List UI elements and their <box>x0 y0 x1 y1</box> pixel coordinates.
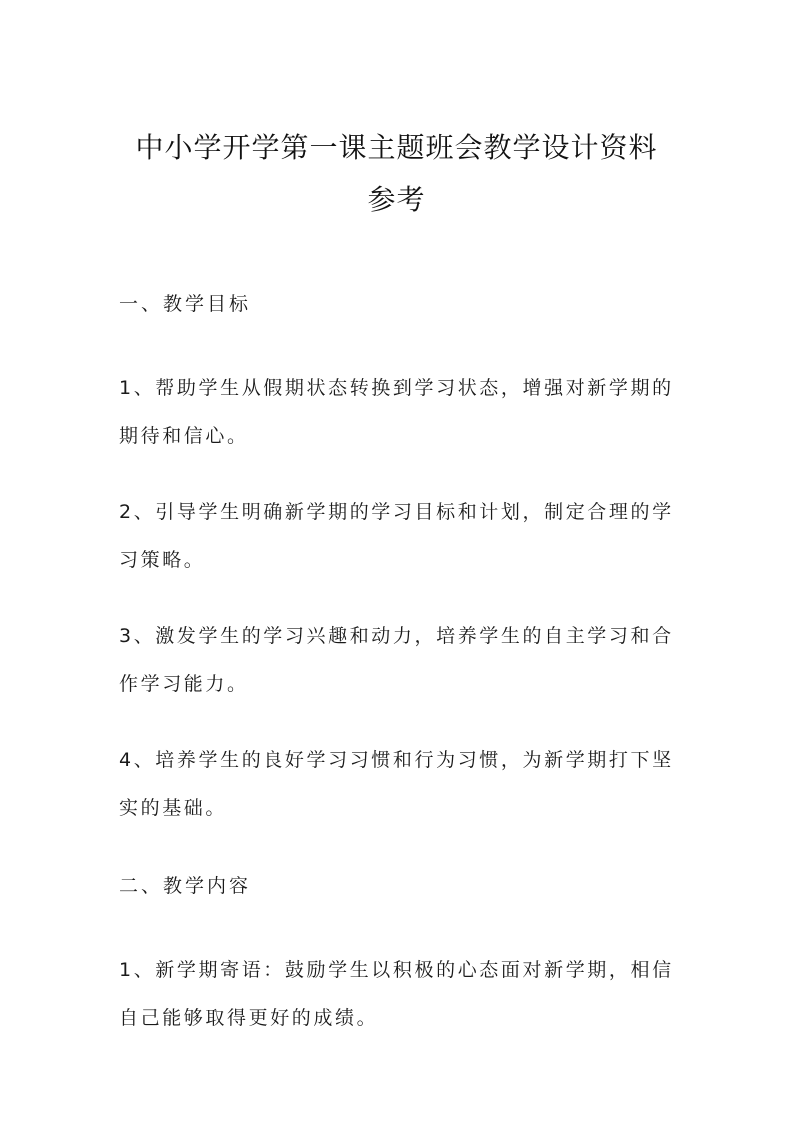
paragraph-line: 实的基础。 <box>119 797 228 819</box>
paragraph-line: 3、激发学生的学习兴趣和动力，培养学生的自主学习和合 <box>119 625 674 647</box>
document-title: 中小学开学第一课主题班会教学设计资料 <box>135 131 658 164</box>
paragraph-line: 自己能够取得更好的成绩。 <box>119 1007 379 1029</box>
paragraph-line: 2、引导学生明确新学期的学习目标和计划，制定合理的学 <box>119 501 674 523</box>
paragraph-line: 作学习能力。 <box>119 673 249 695</box>
paragraph-goal-3 <box>119 612 679 708</box>
paragraph-line: 习策略。 <box>119 549 206 571</box>
section-heading-teaching-content: 二、教学内容 <box>119 875 252 897</box>
paragraph-line: 期待和信心。 <box>119 425 249 447</box>
paragraph-line: 1、帮助学生从假期状态转换到学习状态，增强对新学期的 <box>119 377 674 399</box>
paragraph-goal-4 <box>119 736 679 832</box>
paragraph-content-1 <box>119 946 679 1042</box>
document-title-continued: 参考 <box>367 183 426 216</box>
paragraph-line: 4、培养学生的良好学习习惯和行为习惯，为新学期打下坚 <box>119 749 674 771</box>
paragraph-line: 1、新学期寄语：鼓励学生以积极的心态面对新学期，相信 <box>119 959 674 981</box>
section-heading-teaching-goals: 一、教学目标 <box>119 293 252 315</box>
paragraph-goal-2 <box>119 488 679 584</box>
paragraph-goal-1 <box>119 364 679 460</box>
